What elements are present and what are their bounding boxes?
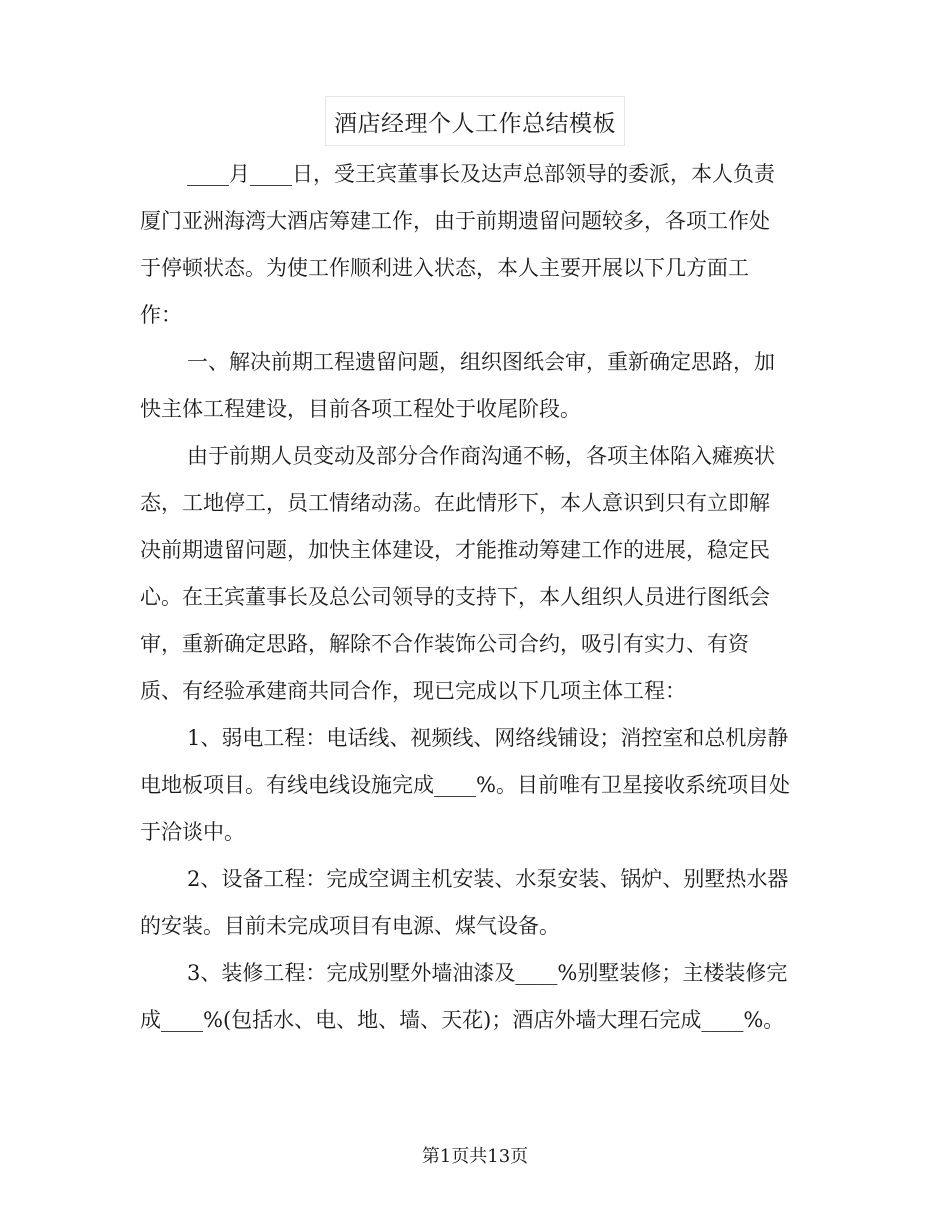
paragraph-item-1 xyxy=(140,715,812,856)
text-line: 审，重新确定思路，解除不合作装饰公司合约，吸引有实力、有资 xyxy=(140,632,749,656)
text-line: 一、解决前期工程遗留问题，组织图纸会审，重新确定思路，加 xyxy=(187,350,775,374)
paragraph-item-3 xyxy=(140,950,812,1044)
text-line: 的安装。目前未完成项目有电源、煤气设备。 xyxy=(140,914,560,938)
text-line: 于洽谈中。 xyxy=(140,820,245,844)
document-title: 酒店经理个人工作总结模板 xyxy=(334,110,616,137)
text-line: 心。在王宾董事长及总公司领导的支持下，本人组织人员进行图纸会 xyxy=(140,585,770,609)
text-line: 由于前期人员变动及部分合作商沟通不畅，各项主体陷入瘫痪状 xyxy=(187,444,775,468)
paragraph-intro xyxy=(140,151,812,339)
paragraph-section-1-detail xyxy=(140,433,812,715)
text-line: 2、设备工程：完成空调主机安装、水泵安装、锅炉、别墅热水器 xyxy=(187,867,789,891)
paragraph-section-1 xyxy=(140,339,812,433)
paragraph-item-2 xyxy=(140,856,812,950)
text-line: 快主体工程建设，目前各项工程处于收尾阶段。 xyxy=(140,397,581,421)
text-line: 作： xyxy=(140,303,182,327)
text-line: 电地板项目。有线电线设施完成____%。目前唯有卫星接收系统项目处 xyxy=(140,773,790,797)
text-line: 3、装修工程：完成别墅外墙油漆及____%别墅装修；主楼装修完 xyxy=(187,961,788,985)
page-number-footer: 第1页共13页 xyxy=(421,1146,529,1167)
title-frame xyxy=(325,96,625,146)
text-line: 态，工地停工，员工情绪动荡。在此情形下，本人意识到只有立即解 xyxy=(140,491,770,515)
text-line: 成____%(包括水、电、地、墙、天花)；酒店外墙大理石完成____%。 xyxy=(140,1008,785,1032)
text-line: 决前期遗留问题，加快主体建设，才能推动筹建工作的进展，稳定民 xyxy=(140,538,770,562)
text-line: 1、弱电工程：电话线、视频线、网络线铺设；消控室和总机房静 xyxy=(187,726,789,750)
text-line: ____月____日，受王宾董事长及达声总部领导的委派，本人负责 xyxy=(187,162,775,186)
text-line: 质、有经验承建商共同合作，现已完成以下几项主体工程： xyxy=(140,679,686,703)
text-line: 厦门亚洲海湾大酒店筹建工作，由于前期遗留问题较多，各项工作处 xyxy=(140,209,770,233)
document-body xyxy=(140,151,812,1044)
text-line: 于停顿状态。为使工作顺利进入状态，本人主要开展以下几方面工 xyxy=(140,256,749,280)
